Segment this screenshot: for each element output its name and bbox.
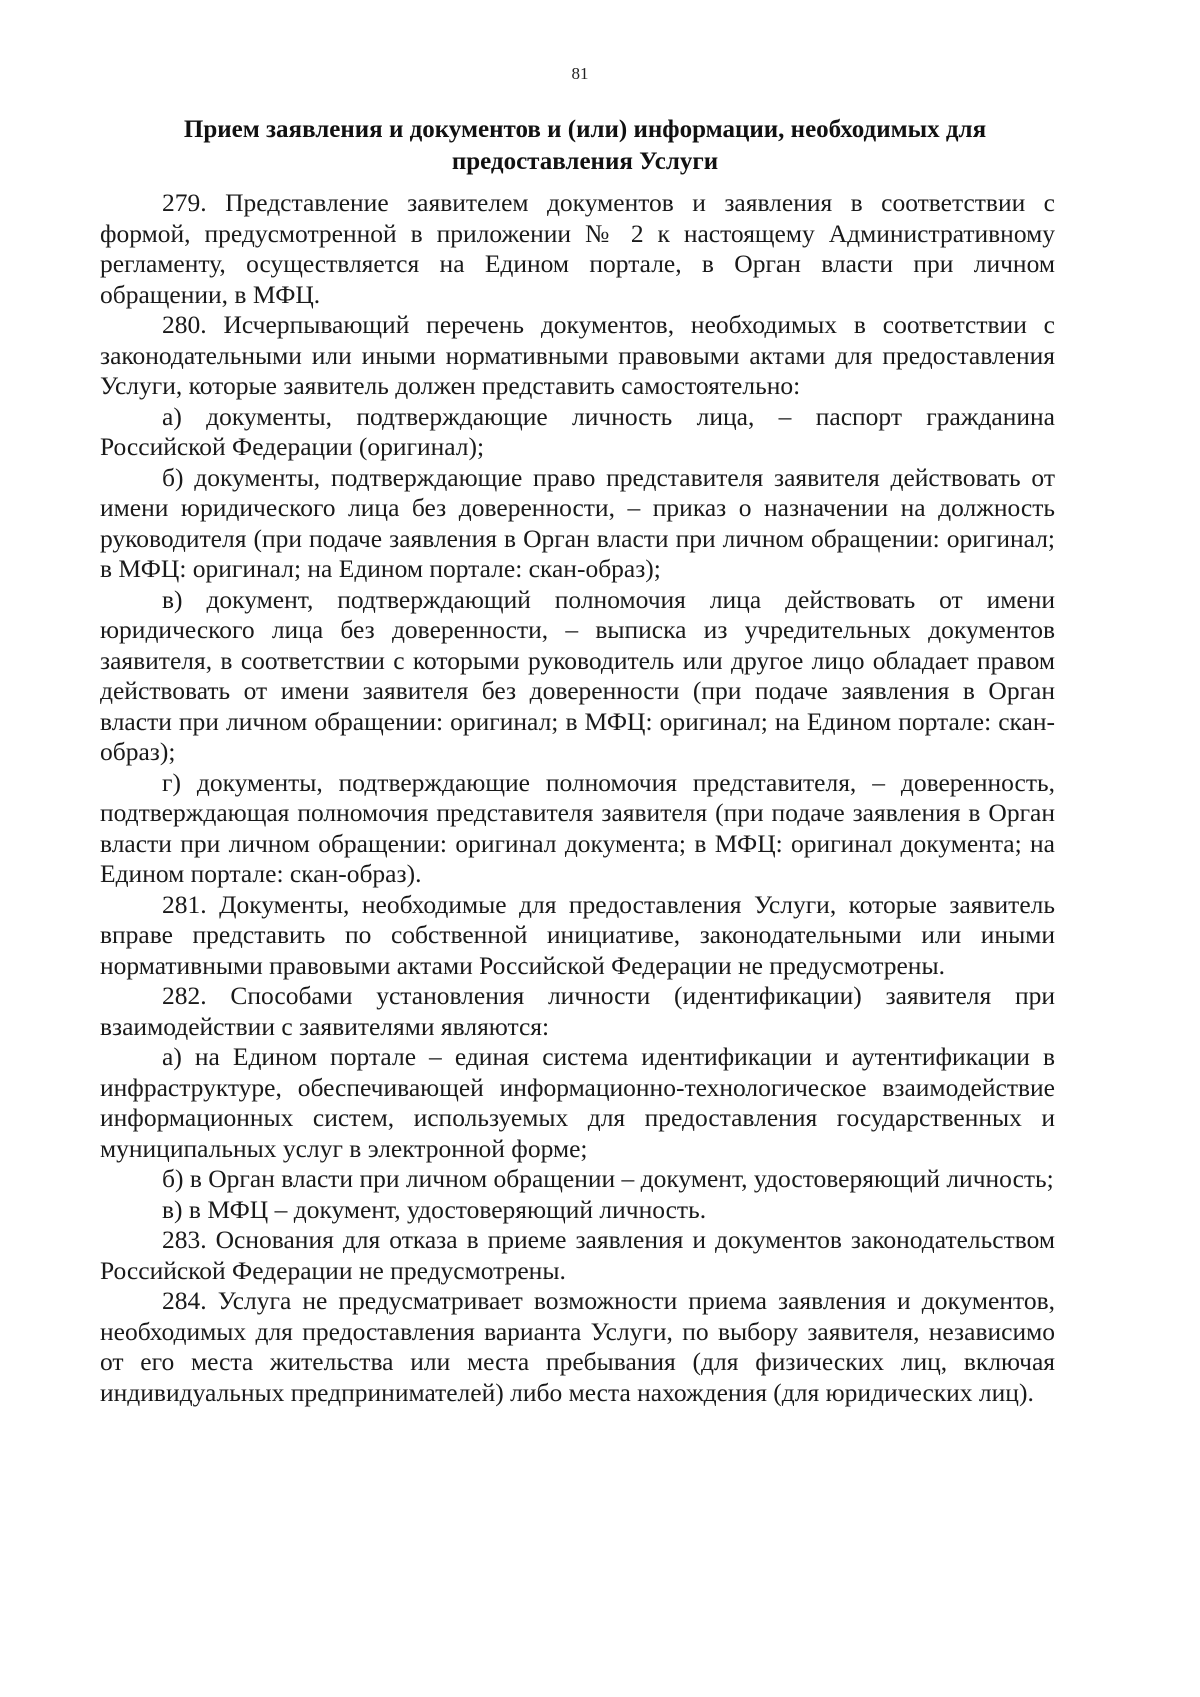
paragraph-282: 282. Способами установления личности (идентификации) заявителя при взаимодействии с заявителями являются: (100, 981, 1055, 1041)
paragraph-280-v: в) документ, подтверждающий полномочия лица действовать от имени юридического лица без доверенности, – выписка из учредительных документов заявителя, в соответствии с которыми руководитель или другое лицо обладает правом действовать от имени заявителя без доверенности (при подаче заявления в Орган власти при личном обращении: оригинал; в МФЦ: оригинал; на Едином портале: скан-образ); (100, 584, 1055, 766)
paragraph-282-v: в) в МФЦ – документ, удостоверяющий личность. (162, 1194, 707, 1224)
paragraph-279: 279. Представление заявителем документов и заявления в соответствии с формой, предусмотренной в приложении № 2 к настоящему Административному регламенту, осуществляется на Едином портале, в Орган власти при личном обращении, в МФЦ. (100, 188, 1055, 309)
paragraph-283: 283. Основания для отказа в приеме заявления и документов законодательством Российской Федерации не предусмотрены. (100, 1225, 1055, 1285)
paragraph-280-g: г) документы, подтверждающие полномочия представителя, – доверенность, подтверждающая полномочия представителя заявителя (при подаче заявления в Орган власти при личном обращении: оригинал документа; в МФЦ: оригинал документа; на Едином портале: скан-образ). (100, 767, 1055, 888)
page-number: 81 (571, 64, 589, 83)
paragraph-280-a: а) документы, подтверждающие личность лица, – паспорт гражданина Российской Федерации (оригинал); (100, 401, 1055, 461)
document-body (100, 188, 1055, 1408)
paragraph-280-b: б) документы, подтверждающие право представителя заявителя действовать от имени юридического лица без доверенности, – приказ о назначении на должность руководителя (при подаче заявления в Орган власти при личном обращении: оригинал; в МФЦ: оригинал; на Едином портале: скан-образ); (100, 462, 1055, 583)
paragraph-280: 280. Исчерпывающий перечень документов, необходимых в соответствии с законодательными или иными нормативными правовыми актами для предоставления Услуги, которые заявитель должен представить самостоятельно: (100, 310, 1055, 400)
paragraph-282-b: б) в Орган власти при личном обращении – документ, удостоверяющий личность; (162, 1164, 1054, 1193)
paragraph-284: 284. Услуга не предусматривает возможности приема заявления и документов, необходимых для предоставления варианта Услуги, по выбору заявителя, независимо от его места жительства или места пребывания (для физических лиц, включая индивидуальных предпринимателей) либо места нахождения (для юридических лиц). (100, 1286, 1055, 1407)
paragraph-281: 281. Документы, необходимые для предоставления Услуги, которые заявитель вправе представить по собственной инициативе, законодательными или иными нормативными правовыми актами Российской Федерации не предусмотрены. (100, 889, 1055, 980)
section-title: Прием заявления и документов и (или) информации, необходимых для предоставления Услуги (183, 116, 987, 175)
paragraph-282-a: а) на Едином портале – единая система идентификации и аутентификации в инфраструктуре, обеспечивающей информационно-технологическое взаимодействие информационных систем, используемых для предоставления государственных и муниципальных услуг в электронной форме; (100, 1042, 1055, 1163)
